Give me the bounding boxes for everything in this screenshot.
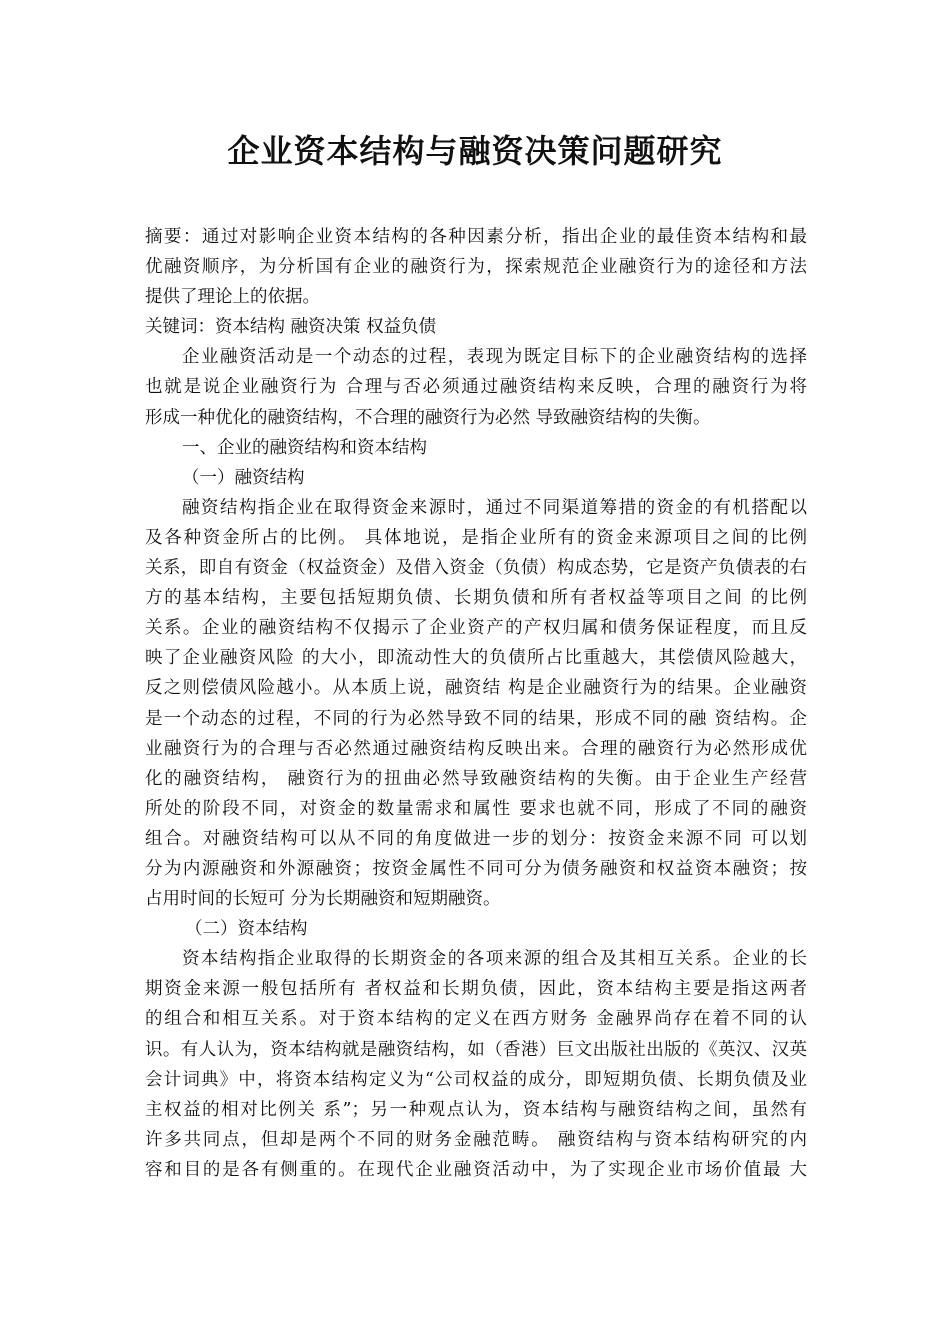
text-line: （一）融资结构 [182,467,305,488]
text-line: 占用时间的长短可 分为长期融资和短期融资。 [145,889,501,910]
text-line: （二）资本结构 [185,919,308,940]
text-line: 业融资行为的合理与否必然通过融资结构反映出来。合理的融资行为必然形成优 [145,738,807,759]
text-line: 方的基本结构，主要包括短期负债、长期负债和所有者权益等项目之间 的比例 [145,588,807,609]
text-line: 关键词：资本结构 融资决策 权益负债 [145,317,437,338]
text-line: 期资金来源一般包括所有 者权益和长期负债，因此，资本结构主要是指这两者 [145,979,807,1000]
text-line: 组合。对融资结构可以从不同的角度做进一步的划分：按资金来源不同 可以划 [145,828,807,849]
text-line: 反之则偿债风险越小。从本质上说，融资结 构是企业融资行为的结果。企业融资 [145,678,807,699]
text-line: 摘要：通过对影响企业资本结构的各种因素分析，指出企业的最佳资本结构和最 [145,227,807,247]
text-line: 及各种资金所占的比例。 具体地说，是指企业所有的资金来源项目之间的比例 [145,527,807,548]
text-line: 的组合和相互关系。对于资本结构的定义在西方财务 金融界尚存在着不同的认 [145,1009,807,1030]
text-line: 提供了理论上的依据。 [145,287,320,308]
text-line: 优融资顺序，为分析国有企业的融资行为，探索规范企业融资行为的途径和方法 [145,257,807,278]
text-line: 分为内源融资和外源融资；按资金属性不同可分为债务融资和权益资本融资；按 [145,858,807,879]
document-body [145,222,807,1185]
text-line: 融资结构指企业在取得资金来源时，通过不同渠道筹措的资金的有机搭配以 [182,497,807,518]
text-line: 是一个动态的过程，不同的行为必然导致不同的结果，形成不同的融 资结构。企 [145,708,807,729]
text-line: 也就是说企业融资行为 合理与否必须通过融资结构来反映，合理的融资行为将 [145,377,807,398]
text-line: 关系，即自有资金（权益资金）及借入资金（负债）构成态势，它是资产负债表的右 [145,558,807,579]
text-line: 主权益的相对比例关 系”；另一种观点认为，资本结构与融资结构之间，虽然有 [145,1099,807,1120]
text-line: 资本结构指企业取得的长期资金的各项来源的组合及其相互关系。企业的长 [182,949,807,970]
text-line: 企业融资活动是一个动态的过程，表现为既定目标下的企业融资结构的选择 [182,347,807,368]
text-line: 会计词典》中，将资本结构定义为“公司权益的成分，即短期负债、长期负债及业 [145,1069,807,1090]
text-line: 所处的阶段不同，对资金的数量需求和属性 要求也就不同，形成了不同的融资 [145,798,807,819]
text-line: 形成一种优化的融资结构，不合理的融资行为必然 导致融资结构的失衡。 [145,407,711,428]
text-line: 一、企业的融资结构和资本结构 [182,437,427,458]
text-line: 容和目的是各有侧重的。在现代企业融资活动中，为了实现企业市场价值最 大 [145,1159,807,1180]
text-line: 许多共同点，但却是两个不同的财务金融范畴。 融资结构与资本结构研究的内 [145,1129,807,1150]
text-line: 映了企业融资风险 的大小，即流动性大的负债所占比重越大，其偿债风险越大， [145,648,807,669]
document-title: 企业资本结构与融资决策问题研究 [227,132,723,170]
text-line: 识。有人认为，资本结构就是融资结构，如（香港）巨文出版社出版的《英汉、汉英 [145,1039,807,1060]
text-line: 关系。企业的融资结构不仅揭示了企业资产的产权归属和债务保证程度，而且反 [145,618,807,639]
text-line: 化的融资结构， 融资行为的扭曲必然导致融资结构的失衡。由于企业生产经营 [145,768,807,789]
